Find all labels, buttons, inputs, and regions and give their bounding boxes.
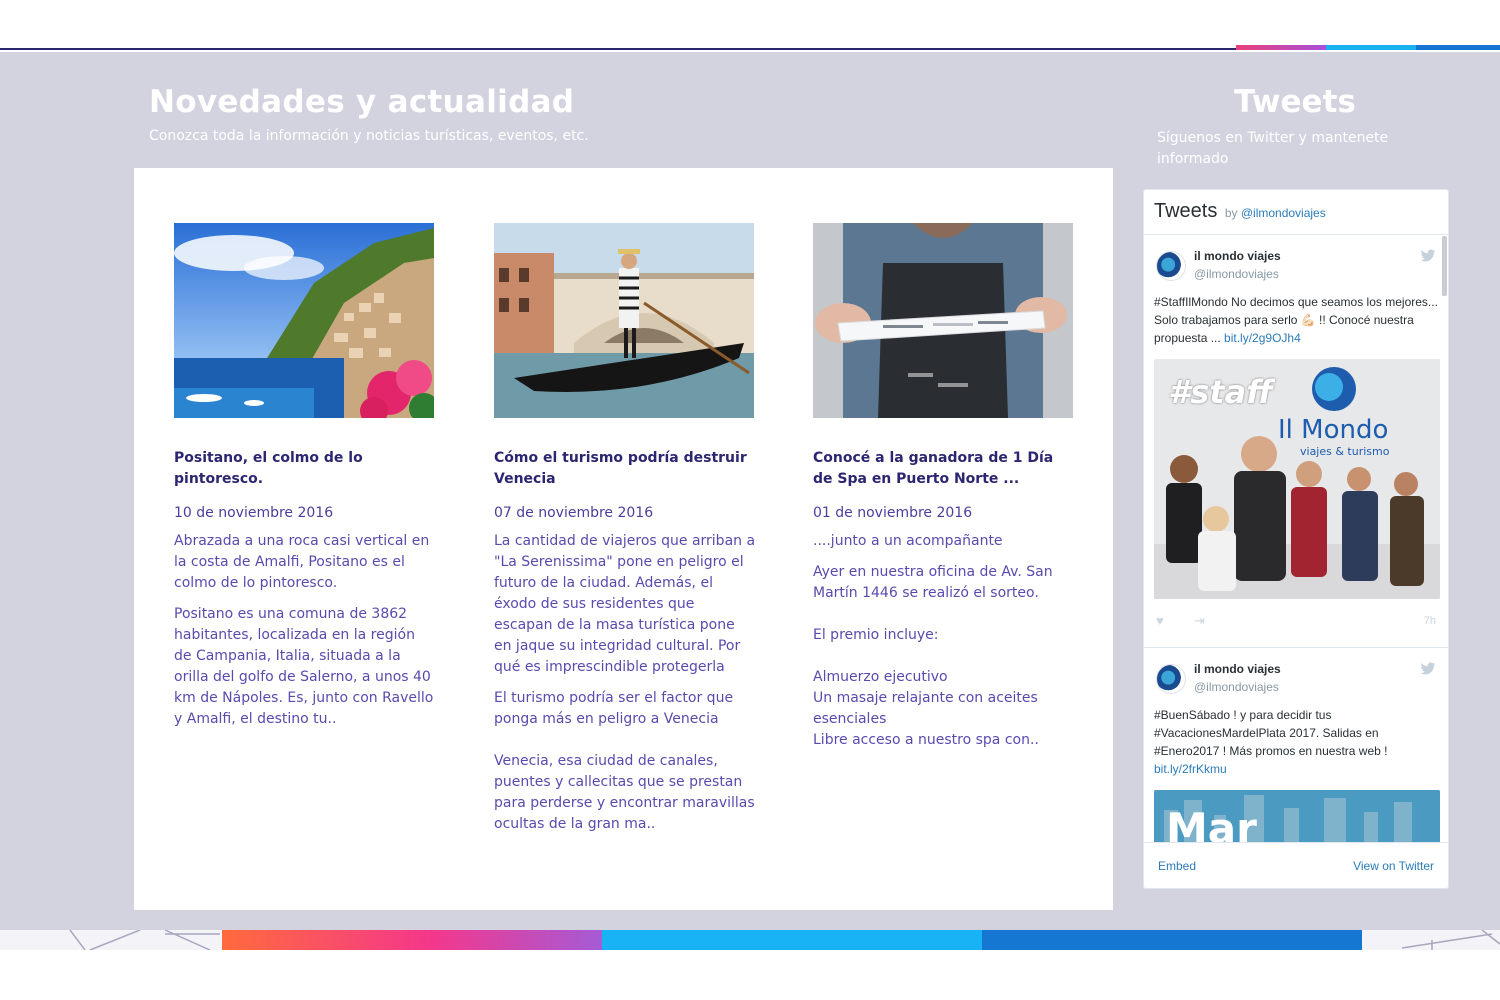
header-stripe-blue [1416,45,1500,50]
article-excerpt: Abrazada a una roca casi vertical en la costa de Amalfi, Positano es el colmo de lo pintoresco. [174,533,430,591]
article-excerpt: ....junto a un acompañante [813,533,1003,549]
widget-by [1225,206,1326,220]
tweet-text-body: #StaffIlMondo No decimos que seamos los mejores... Solo trabajamos para serlo 💪🏻 !! Conocé nuestra propuesta ... [1154,295,1438,345]
twitter-bird-icon[interactable] [1420,249,1436,263]
tweet-author-handle[interactable]: @ilmondoviajes [1194,680,1279,694]
media-caption-staff: #staff [1168,373,1273,411]
header-stripe-cyan [1326,45,1416,50]
top-header-bar [0,0,1500,50]
tweet-author-name[interactable]: il mondo viajes [1194,662,1281,676]
tweet-link[interactable]: bit.ly/2g9OJh4 [1224,331,1301,345]
article-date: 01 de noviembre 2016 [813,505,973,521]
avatar[interactable] [1156,251,1186,281]
media-caption-tagline: viajes & turismo [1300,445,1390,458]
article-excerpt: La cantidad de viajeros que arriban a "La Serenissima" pone en peligro el futuro de la ciudad. Además, el éxodo de sus residentes que escapan de la masa turística pone en jaque su integridad cultural. Por qué es imprescindible protegerla [494,533,756,675]
twitter-bird-icon[interactable] [1420,662,1436,676]
tweet-link[interactable]: bit.ly/2frKkmu [1154,762,1227,776]
news-section [0,52,1500,930]
tweet-author-handle[interactable]: @ilmondoviajes [1194,267,1279,281]
like-icon[interactable]: ♥ [1156,613,1164,628]
tweet-actions [1154,605,1438,637]
article-title[interactable]: Positano, el colmo de lo pintoresco. [174,450,363,487]
section-title: Novedades y actualidad [149,84,575,120]
media-caption-brand: Il Mondo [1278,415,1389,445]
news-card [134,168,1113,910]
tweet-media-image[interactable] [1154,790,1440,843]
article-card[interactable] [494,223,756,835]
article-title[interactable]: Conocé a la ganadora de 1 Día de Spa en Puerto Norte ... [813,450,1054,487]
article-date: 10 de noviembre 2016 [174,505,334,521]
tweet-text-body: #BuenSábado ! y para decidir tus #VacacionesMardelPlata 2017. Salidas en #Enero2017 ! Más promos en nuestra web ! [1154,708,1388,758]
article-card[interactable] [174,223,436,730]
footer-stripe-cyan [602,930,982,950]
footer-stripe-bar [0,930,1500,950]
tweet-item[interactable] [1144,235,1448,648]
header-stripe-pink [1236,45,1326,50]
tweet-list[interactable] [1144,235,1448,843]
widget-footer [1144,842,1448,888]
footer-stripe-gradient [222,930,602,950]
article-image-winner[interactable] [813,223,1073,418]
article-excerpt-2: Ayer en nuestra oficina de Av. San Martín 1446 se realizó el sorteo. El premio incluye: Almuerzo ejecutivo Un masaje relajante con aceites esenciales Libre acceso a nuestro spa con.. [813,564,1053,748]
widget-header [1144,190,1448,235]
tweet-media-image[interactable] [1154,359,1440,599]
widget-by-label: by [1224,206,1238,220]
article-image-venice[interactable] [494,223,754,418]
section-subtitle: Conozca toda la información y noticias turísticas, eventos, etc. [149,128,589,144]
article-title[interactable]: Cómo el turismo podría destruir Venecia [494,450,747,487]
tweet-author-name[interactable]: il mondo viajes [1194,249,1281,263]
article-date: 07 de noviembre 2016 [494,505,654,521]
tweet-text [1154,293,1438,347]
article-image-positano[interactable] [174,223,434,418]
tweet-text [1154,706,1438,778]
widget-handle-link[interactable]: @ilmondoviajes [1240,206,1326,220]
tweet-timestamp[interactable]: 7h [1423,615,1436,627]
tweets-section-title: Tweets [1234,84,1356,120]
article-excerpt-2: Positano es una comuna de 3862 habitantes, localizada en la región de Campania, Italia, situada a la orilla del golfo de Salerno, a unos 40 km de Nápoles. Es, junto con Ravello y Amalfi, el destino tu.. [174,606,434,727]
share-icon[interactable]: ⇥ [1194,613,1205,628]
footer-decoration-left [0,930,222,950]
footer-decoration-right [1362,930,1500,950]
embed-link[interactable]: Embed [1158,859,1197,873]
article-excerpt-2: El turismo podría ser el factor que ponga más en peligro a Venecia Venecia, esa ciudad de canales, puentes y callecitas que se prestan para perderse y encontrar maravillas ocultas de la gran ma.. [494,690,755,832]
avatar[interactable] [1156,664,1186,694]
page-bottom-blank [0,950,1500,1000]
media-caption-mar: Mar [1166,804,1257,843]
article-card[interactable] [813,223,1075,751]
tweets-section-subtitle: Síguenos en Twitter y mantenete informado [1157,130,1389,167]
widget-title: Tweets [1154,200,1218,222]
view-on-twitter-link[interactable]: View on Twitter [1353,859,1434,873]
footer-stripe-blue [982,930,1362,950]
twitter-timeline-widget [1143,189,1449,889]
tweet-item[interactable] [1144,648,1448,843]
